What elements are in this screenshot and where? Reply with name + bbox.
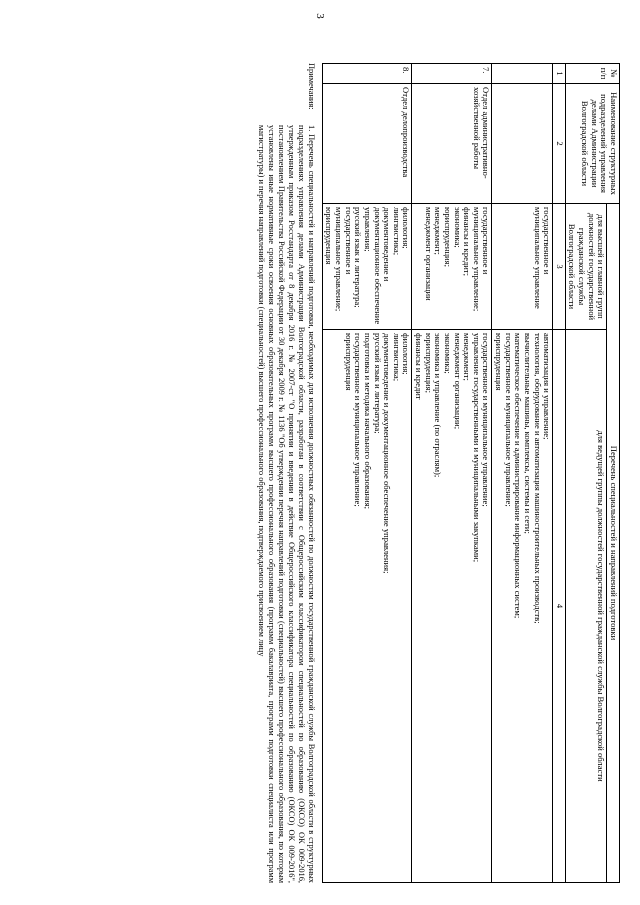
- spec-item: менеджмент;: [433, 207, 444, 255]
- spec-item: государственное и муниципальное управление: [532, 207, 553, 309]
- note-text: 1. Перечень специальностей и направлений подготовки, необходимых для исполнения должностных обязанностей по должностям государственной гражданской службы Волгоградской области в структурных подразделениях управления делами Администрации Волгоградской области, разработан в соответствии с Общероссийским классификатором специальностей по образованию (ОКСО) ОК 009-2016, утвержденным приказом Росстандарта от 8 декабря 2016 г. № 2007-ст "О принятии и введении в действие Общероссийского классификатора специальностей по образованию (ОКСО) ОК 009-2016", постановлением Правительства Российской Федерации от 30 декабря 2009 г. № 1136 "Об утверждении перечня направлений подготовки (специальностей) высшего профессионального образования, по которым установлены иные нормативные сроки освоения основных образовательных программ высшего профессионального образования (программ бакалавриата, программ подготовки специалиста или программ магистратуры) и перечня направлений подготовки (специальностей) высшего профессионального образования, подтверждаемого присвоением лицу: [257, 125, 316, 883]
- spec-item: лингвистика;: [391, 207, 402, 256]
- spec-item: документоведение и документационное обеспечение управления;: [363, 207, 393, 325]
- spec-item: государственное и муниципальное управление;: [353, 333, 364, 507]
- header-spec-senior: для высшей и главной групп должностей государственной гражданской службы Волгоградской области: [565, 204, 607, 330]
- spec-item: менеджмент;: [462, 333, 473, 381]
- unit-name: [492, 84, 553, 204]
- table-row: [412, 64, 492, 883]
- column-number: 4: [553, 330, 566, 883]
- table-row: [322, 64, 412, 883]
- page-number: 3: [314, 13, 326, 19]
- specialties-table: [322, 63, 620, 883]
- unit-name: Отдел делопроизводства: [322, 84, 412, 204]
- spec-item: менеджмент организации: [423, 207, 434, 301]
- unit-name: Отдел административно-хозяйственной работы: [412, 84, 492, 204]
- spec-item: юриспруденция: [494, 333, 505, 391]
- spec-item: русский язык и литература;: [372, 333, 383, 434]
- spec-list-senior: [492, 204, 553, 330]
- spec-item: финансы и кредит: [414, 333, 425, 400]
- spec-item: экономика;: [443, 333, 453, 374]
- spec-list-lead: [412, 330, 492, 883]
- row-number: 8.: [322, 64, 412, 84]
- spec-item: юриспруденция;: [423, 333, 434, 393]
- spec-item: юриспруденция: [324, 207, 335, 265]
- column-number: 3: [553, 204, 566, 330]
- spec-item: управление государственными и муниципальными закупками;: [471, 333, 482, 563]
- spec-item: технология, оборудование и автоматизация машиностроительных производств;: [532, 333, 543, 624]
- spec-item: вычислительные машины, комплексы, системы и сети;: [523, 333, 533, 534]
- column-number: 2: [553, 84, 566, 204]
- column-number: 1: [553, 64, 566, 84]
- header-spec-lead: для ведущей группы должностей государственной гражданской службы Волгоградской области: [565, 330, 607, 883]
- row-number: [492, 64, 553, 84]
- spec-list-lead: [492, 330, 553, 883]
- spec-item: государственное и муниципальное управление;: [334, 207, 354, 312]
- spec-item: государственное и муниципальное управление;: [471, 207, 492, 312]
- spec-item: экономика;: [452, 207, 463, 248]
- note-label: Примечания:: [306, 63, 316, 110]
- spec-item: юриспруденция: [343, 333, 354, 391]
- row-number: 7.: [412, 64, 492, 84]
- spec-item: документоведение и документационное обеспечение управления;: [382, 333, 393, 574]
- spec-item: государственное и муниципальное управление;: [481, 333, 492, 507]
- spec-list-senior: [322, 204, 412, 330]
- header-num: № п/п: [565, 64, 619, 84]
- spec-item: математическое обеспечение и администрирование информационных систем;: [513, 333, 524, 619]
- header-specs-group: Перечень специальностей и направлений подготовки: [607, 204, 620, 883]
- spec-item: менеджмент организации;: [452, 333, 463, 430]
- table-body: [322, 64, 552, 883]
- spec-item: автоматизация и управление;: [542, 333, 553, 440]
- rotated-document-page: [60, 63, 620, 883]
- spec-item: русский язык и литература;: [353, 207, 364, 308]
- spec-list-lead: [322, 330, 412, 883]
- table-row: [492, 64, 553, 883]
- spec-item: экономика и управление (по отраслям);: [433, 333, 444, 478]
- spec-list-senior: [412, 204, 492, 330]
- spec-item: государственное и муниципальное управление;: [503, 333, 514, 507]
- spec-item: юриспруденция;: [443, 207, 453, 267]
- spec-item: филология;: [401, 207, 412, 249]
- spec-item: подготовка и методика начального образования;: [363, 333, 373, 510]
- spec-item: филология;: [401, 333, 412, 375]
- spec-item: лингвистика;: [391, 333, 402, 382]
- spec-item: финансы и кредит;: [462, 207, 473, 276]
- note-block: [256, 63, 315, 883]
- header-name: Наименование структурных подразделений управления делами Администрации Волгоградской области: [565, 84, 619, 204]
